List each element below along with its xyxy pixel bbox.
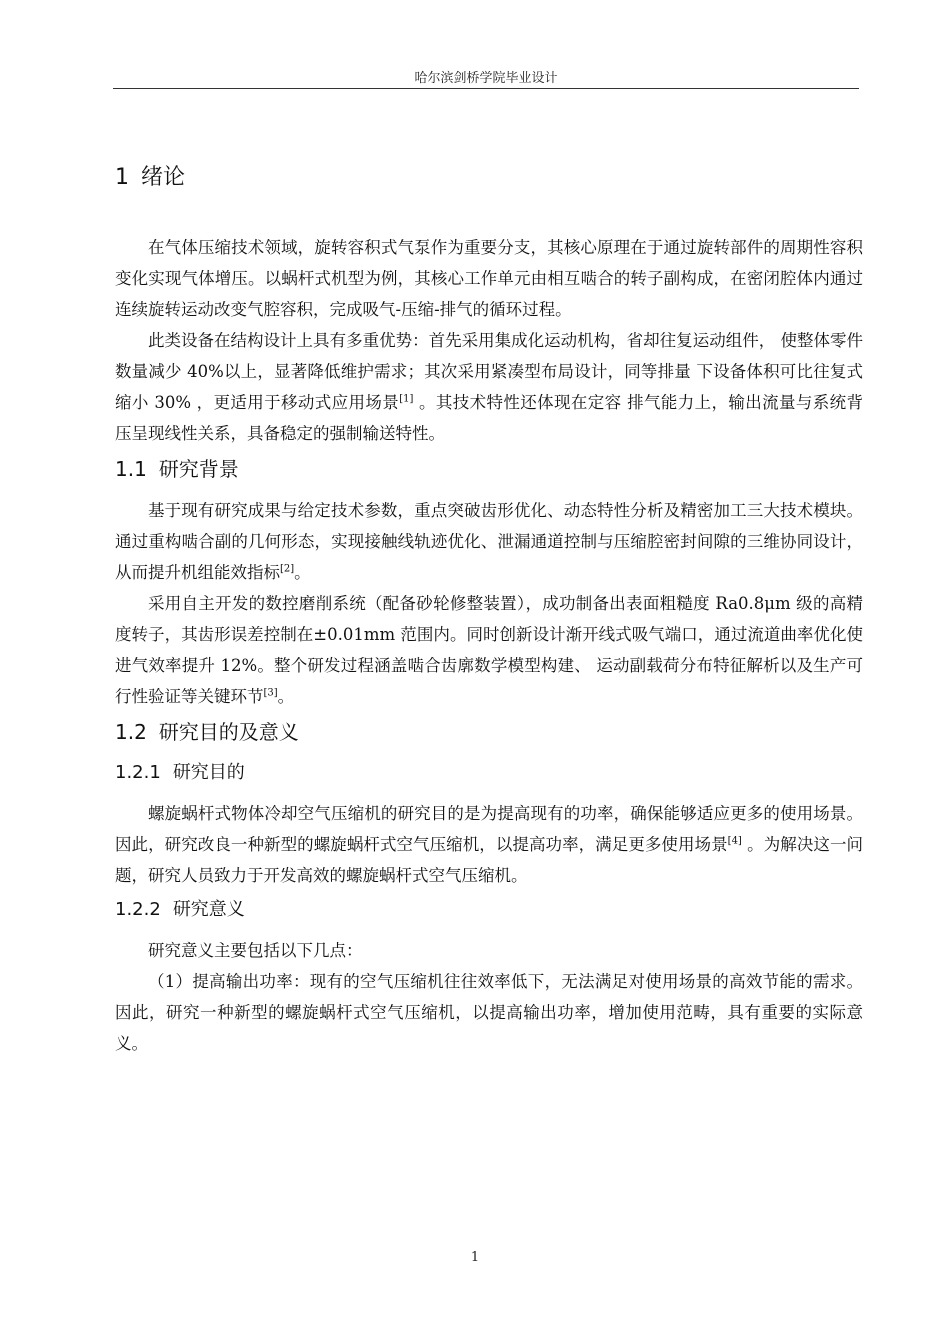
intro-paragraph-2-text-a: 此类设备在结构设计上具有多重优势：首先采用集成化运动机构，省却往复运动组件， 使整体零件数量减少 40%以上，显著降低维护需求；其次采用紧凑型布局设计，同等排量 下设备体积可比往复式缩小 30% ，更适用于移动式应用场景 [115, 331, 863, 412]
citation-ref-4: [4] [727, 835, 742, 847]
background-paragraph-2 [115, 588, 863, 712]
chapter-heading [115, 160, 863, 196]
section-number: 1.2 [115, 720, 147, 744]
background-paragraph-1-text-b: 。 [294, 563, 311, 582]
header-rule [113, 88, 859, 89]
section-title: 研究目的及意义 [158, 720, 299, 744]
page-number: 1 [470, 1250, 480, 1265]
intro-paragraph-2-text-b: 。其技术特性还体现在定容 排气能力上，输出流量与系统背压呈现线性关系，具备稳定的强制输送特性。 [115, 393, 863, 443]
citation-ref-3: [3] [263, 687, 278, 699]
intro-paragraph-2 [115, 325, 863, 449]
page-content [115, 160, 863, 1059]
subsection-heading-1-2-1 [115, 758, 863, 788]
purpose-paragraph-text-a: 螺旋蜗杆式物体冷却空气压缩机的研究目的是为提高现有的功率，确保能够适应更多的使用场景。因此，研究改良一种新型的螺旋蜗杆式空气压缩机，以提高功率，满足更多使用场景 [115, 804, 863, 854]
subsection-heading-1-2-2 [115, 895, 863, 925]
purpose-paragraph-text-b: 。为解决这一问题，研究人员致力于开发高效的螺旋蜗杆式空气压缩机。 [115, 835, 863, 885]
section-heading-1-1 [115, 453, 863, 485]
section-title: 研究背景 [158, 457, 239, 481]
background-paragraph-1-text-a: 基于现有研究成果与给定技术参数，重点突破齿形优化、动态特性分析及精密加工三大技术模块。通过重构啮合副的几何形态，实现接触线轨迹优化、泄漏通道控制与压缩腔密封间隙的三维协同设计，从而提升机组能效指标 [115, 501, 863, 582]
significance-intro-paragraph: 研究意义主要包括以下几点： [148, 941, 363, 960]
chapter-number: 1 [115, 165, 129, 190]
chapter-title: 绪论 [141, 165, 186, 190]
section-number: 1.1 [115, 457, 147, 481]
purpose-paragraph [115, 798, 863, 891]
background-paragraph-1 [115, 495, 863, 588]
significance-item-1: （1）提高输出功率：现有的空气压缩机往往效率低下，无法满足对使用场景的高效节能的需求。因此，研究一种新型的螺旋蜗杆式空气压缩机，以提高输出功率，增加使用范畴，具有重要的实际意义。 [115, 972, 863, 1053]
citation-ref-1: [1] [399, 393, 414, 405]
background-paragraph-2-text-b: 。 [277, 687, 295, 706]
subsection-title: 研究目的 [172, 762, 245, 783]
subsection-title: 研究意义 [172, 899, 245, 920]
intro-paragraph-1: 在气体压缩技术领域，旋转容积式气泵作为重要分支，其核心原理在于通过旋转部件的周期性容积变化实现气体增压。以蜗杆式机型为例，其核心工作单元由相互啮合的转子副构成，在密闭腔体内通过连续旋转运动改变气腔容积，完成吸气-压缩-排气的循环过程。 [115, 238, 863, 319]
subsection-number: 1.2.2 [115, 899, 161, 920]
background-paragraph-2-text-a: 采用自主开发的数控磨削系统（配备砂轮修整装置），成功制备出表面粗糙度 Ra0.8μm 级的高精度转子，其齿形误差控制在±0.01mm 范围内。同时创新设计渐开线式吸气端口，通过流道曲率优化使进气效率提升 12%。整个研发过程涵盖啮合齿廓数学模型构建、 运动副载荷分布特征解析以及生产可行性验证等关键环节 [115, 594, 863, 706]
section-heading-1-2 [115, 716, 863, 748]
subsection-number: 1.2.1 [115, 762, 161, 783]
running-header: 哈尔滨剑桥学院毕业设计 [414, 71, 558, 86]
citation-ref-2: [2] [280, 563, 295, 575]
